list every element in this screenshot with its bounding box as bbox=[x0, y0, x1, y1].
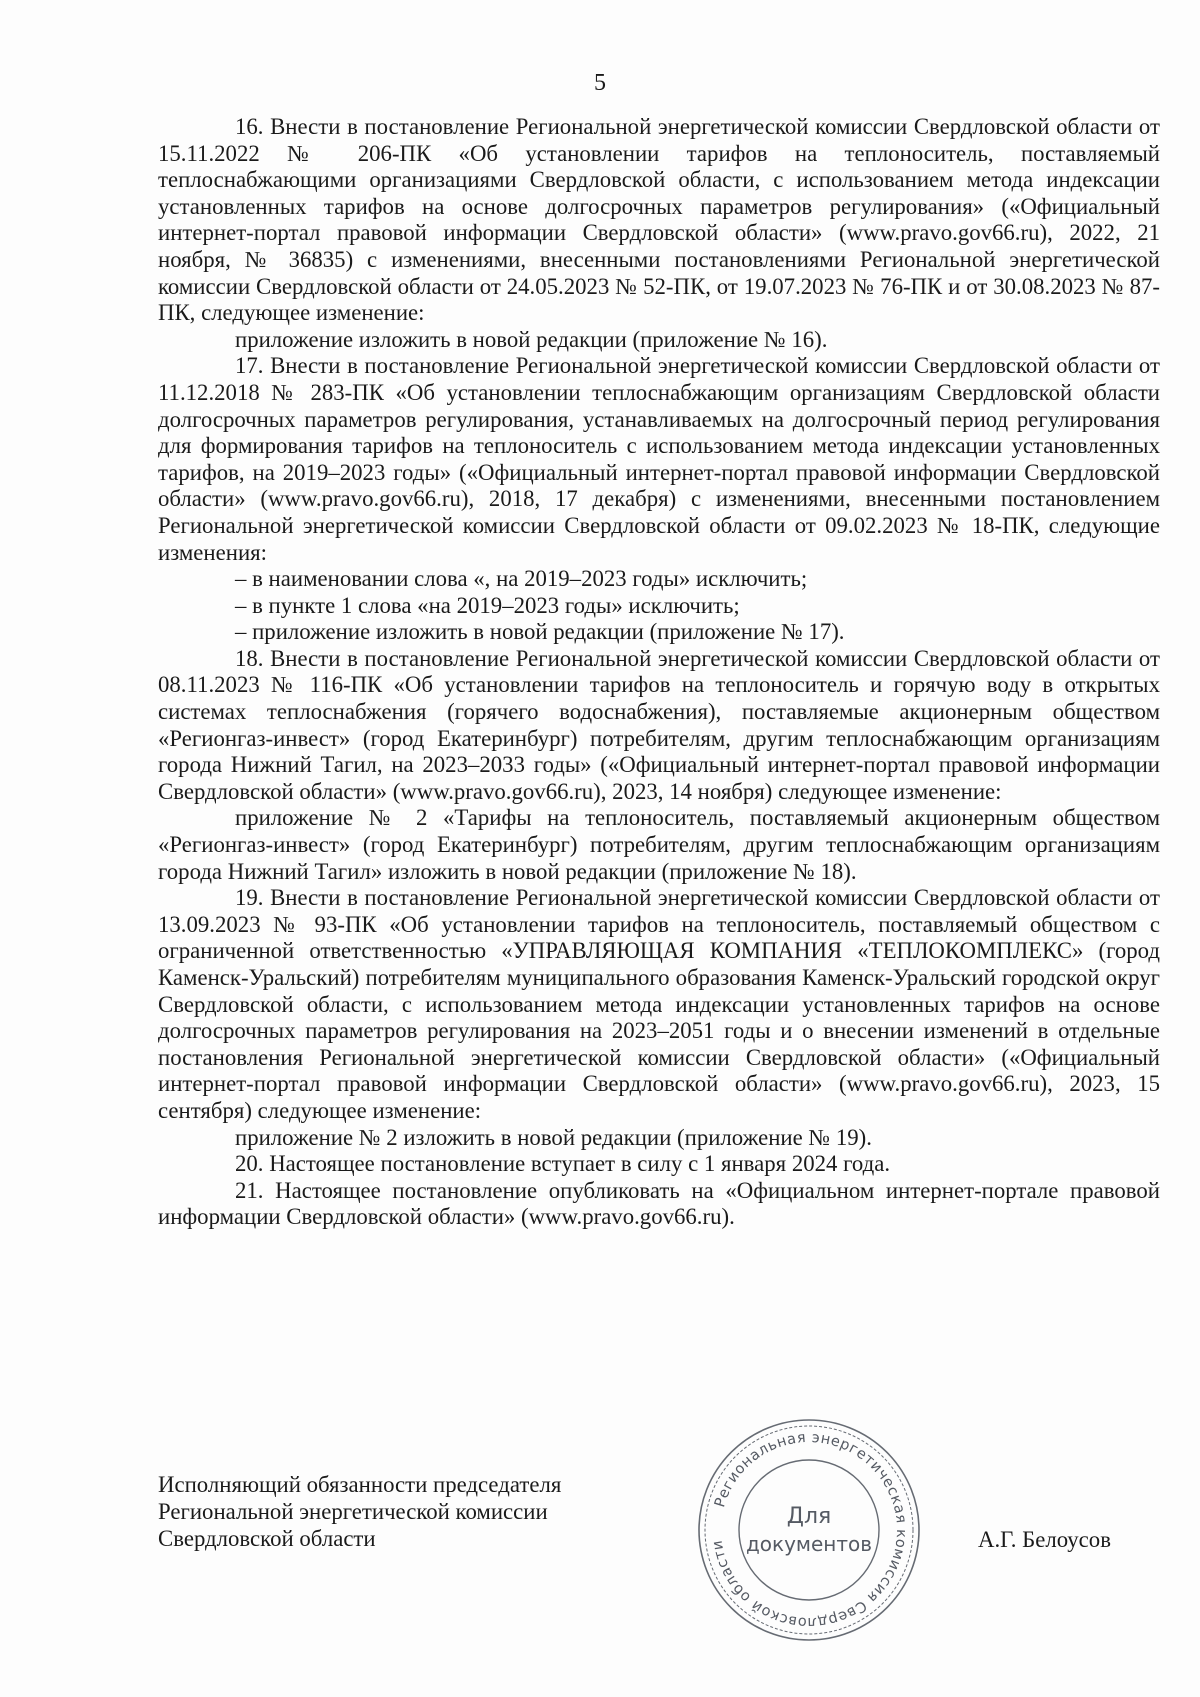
paragraph-16-change: приложение изложить в новой редакции (приложение № 16). bbox=[235, 326, 828, 352]
paragraph-21: 21. Настоящее постановление опубликовать на «Официальном интернет-портале правовой информации Свердловской области» (www.pravo.gov66.ru). bbox=[158, 1177, 1160, 1230]
signatory-position bbox=[158, 1471, 561, 1552]
signatory-position-line: Исполняющий обязанности председателя bbox=[158, 1472, 562, 1497]
stamp-outer-ring bbox=[699, 1420, 919, 1640]
signatory-name: А.Г. Белоусов bbox=[978, 1527, 1111, 1552]
paragraph-19-change: приложение № 2 изложить в новой редакции (приложение № 19). bbox=[235, 1124, 872, 1150]
official-stamp bbox=[692, 1413, 926, 1647]
signatory-position-line: Региональной энергетической комиссии bbox=[158, 1499, 548, 1524]
paragraph-18: 18. Внести в постановление Региональной энергетической комиссии Свердловской области от 08.11.2023 № 116-ПК «Об установлении тарифов на теплоноситель и горячую воду в открытых системах теплоснабжения (горячего водоснабжения), поставляемые акционерным обществом «Регионгаз-инвест» (город Екатеринбург) потребителям, другим теплоснабжающим организациям города Нижний Тагил, на 2023–2033 годы» («Официальный интернет-портал правовой информации Свердловской области» (www.pravo.gov66.ru), 2023, 14 ноября) следующее изменение: bbox=[158, 645, 1160, 804]
stamp-inner-ring bbox=[739, 1460, 879, 1600]
stamp-center-line-1: Для bbox=[786, 1504, 832, 1529]
stamp-ring-text: Региональная энергетическая комиссия Свердловской области bbox=[709, 1429, 910, 1631]
paragraph-17-change-2: – в пункте 1 слова «на 2019–2023 годы» исключить; bbox=[235, 592, 740, 618]
paragraph-17: 17. Внести в постановление Региональной энергетической комиссии Свердловской области от 11.12.2018 № 283-ПК «Об установлении теплоснабжающим организациям Свердловской области долгосрочных параметров регулирования, устанавливаемых на долгосрочный период регулирования для формирования тарифов на теплоноситель с использованием метода индексации установленных тарифов, на 2019–2023 годы» («Официальный интернет-портал правовой информации Свердловской области» (www.pravo.gov66.ru), 2018, 17 декабря) с изменениями, внесенными постановлением Региональной энергетической комиссии Свердловской области от 09.02.2023 № 18-ПК, следующие изменения: bbox=[158, 353, 1160, 565]
stamp-center-line-2: документов bbox=[745, 1532, 873, 1556]
stamp-dotted-ring bbox=[705, 1426, 913, 1634]
paragraph-20: 20. Настоящее постановление вступает в силу с 1 января 2024 года. bbox=[235, 1151, 891, 1177]
paragraph-19: 19. Внести в постановление Региональной энергетической комиссии Свердловской области от 13.09.2023 № 93-ПК «Об установлении тарифов на теплоноситель, поставляемый обществом с ограниченной ответственностью «УПРАВЛЯЮЩАЯ КОМПАНИЯ «ТЕПЛОКОМПЛЕКС» (город Каменск-Уральский) потребителям муниципального образования Каменск-Уральский городской округ Свердловской области, с использованием метода индексации установленных тарифов на основе долгосрочных параметров регулирования на 2023–2051 годы и о внесении изменений в отдельные постановления Региональной энергетической комиссии Свердловской области» («Официальный интернет-портал правовой информации Свердловской области» (www.pravo.gov66.ru), 2023, 15 сентября) следующее изменение: bbox=[158, 885, 1160, 1123]
paragraph-17-change-1: – в наименовании слова «, на 2019–2023 годы» исключить; bbox=[235, 566, 808, 592]
paragraph-18-change: приложение № 2 «Тарифы на теплоноситель, поставляемый акционерным обществом «Регионгаз-инвест» (город Екатеринбург) потребителям, другим теплоснабжающим организациям города Нижний Тагил» изложить в новой редакции (приложение № 18). bbox=[158, 805, 1160, 884]
document-body bbox=[158, 114, 1160, 1231]
signatory-position-line: Свердловской области bbox=[158, 1526, 376, 1551]
paragraph-16: 16. Внести в постановление Региональной энергетической комиссии Свердловской области от 15.11.2022 № 206-ПК «Об установлении тарифов на теплоноситель, поставляемый теплоснабжающими организациями Свердловской области, с использованием метода индексации установленных тарифов на основе долгосрочных параметров регулирования» («Официальный интернет-портал правовой информации Свердловской области» (www.pravo.gov66.ru), 2022, 21 ноября, № 36835) с изменениями, внесенными постановлениями Региональной энергетической комиссии Свердловской области от 24.05.2023 № 52-ПК, от 19.07.2023 № 76-ПК и от 30.08.2023 № 87-ПК, следующее изменение: bbox=[158, 114, 1160, 326]
paragraph-17-change-3: – приложение изложить в новой редакции (приложение № 17). bbox=[235, 619, 845, 645]
page-number: 5 bbox=[594, 70, 606, 96]
